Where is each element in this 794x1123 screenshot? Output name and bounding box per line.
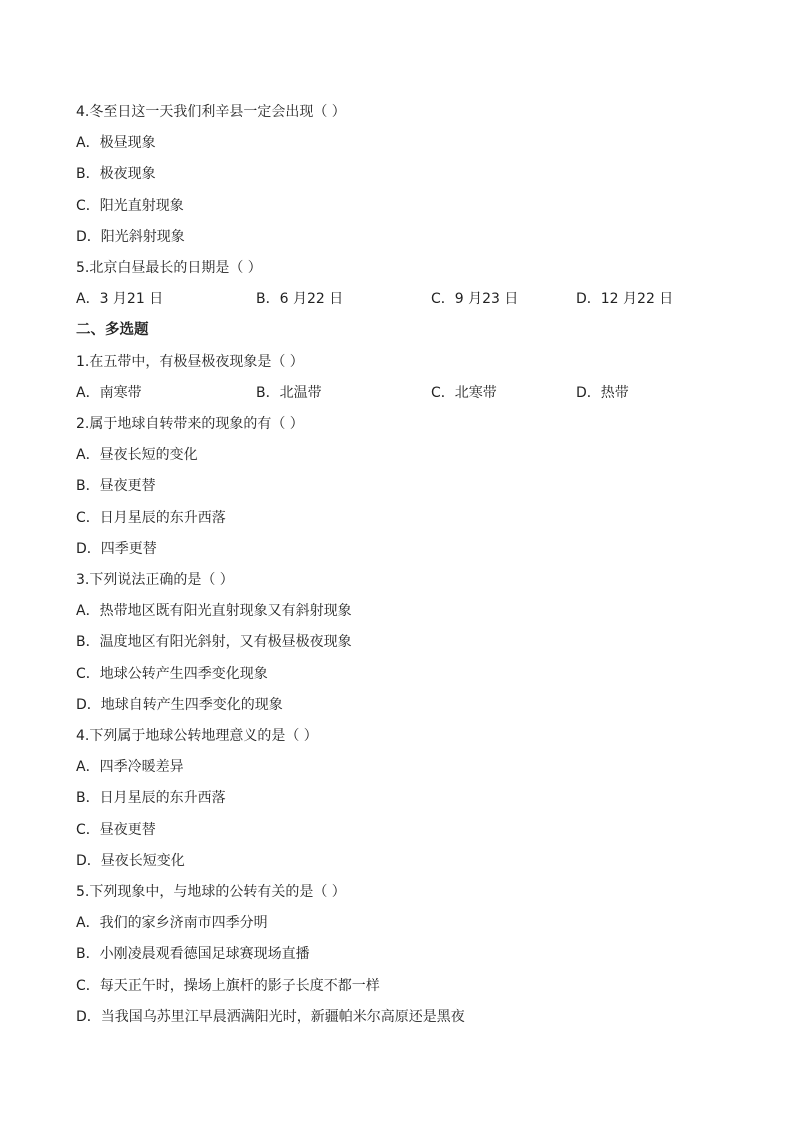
multi-2-option-d: D．四季更替	[76, 541, 157, 557]
multi-1-option-d: D．热带	[576, 385, 629, 401]
multi-4-option-d: D．昼夜长短变化	[76, 853, 185, 869]
multi-4-option-b: B．日月星辰的东升西落	[76, 790, 226, 806]
multi-3-option-b: B．温度地区有阳光斜射，又有极昼极夜现象	[76, 634, 352, 650]
multi-1-option-a: A．南寒带	[76, 385, 142, 401]
question-4-stem: 4.冬至日这一天我们利辛县一定会出现（ ）	[76, 104, 346, 120]
question-5-options	[76, 290, 716, 308]
question-4-option-a: A．极昼现象	[76, 135, 156, 151]
multi-3-option-a: A．热带地区既有阳光直射现象又有斜射现象	[76, 603, 352, 619]
multi-1-option-c: C．北寒带	[431, 385, 497, 401]
multi-3-option-d: D．地球自转产生四季变化的现象	[76, 697, 283, 713]
multi-3-stem: 3.下列说法正确的是（ ）	[76, 572, 234, 588]
multi-4-option-a: A．四季冷暖差异	[76, 759, 184, 775]
multi-5-option-c: C．每天正午时，操场上旗杆的影子长度不都一样	[76, 978, 380, 994]
multi-4-option-c: C．昼夜更替	[76, 822, 156, 838]
section-2-title: 二、多选题	[76, 322, 149, 338]
multi-1-option-b: B．北温带	[256, 385, 322, 401]
question-5-stem: 5.北京白昼最长的日期是（ ）	[76, 260, 262, 276]
question-4-option-d: D．阳光斜射现象	[76, 229, 185, 245]
multi-2-stem: 2.属于地球自转带来的现象的有（ ）	[76, 416, 304, 432]
multi-5-stem: 5.下列现象中，与地球的公转有关的是（ ）	[76, 884, 346, 900]
multi-3-option-c: C．地球公转产生四季变化现象	[76, 666, 268, 682]
multi-4-stem: 4.下列属于地球公转地理意义的是（ ）	[76, 728, 318, 744]
multi-1-options	[76, 384, 716, 402]
multi-5-option-b: B．小刚凌晨观看德国足球赛现场直播	[76, 946, 310, 962]
multi-2-option-c: C．日月星辰的东升西落	[76, 510, 226, 526]
multi-2-option-b: B．昼夜更替	[76, 478, 156, 494]
multi-2-option-a: A．昼夜长短的变化	[76, 447, 198, 463]
question-4-option-c: C．阳光直射现象	[76, 198, 184, 214]
question-4-option-b: B．极夜现象	[76, 166, 156, 182]
question-5-option-d: D．12 月22 日	[576, 291, 674, 307]
question-5-option-a: A．3 月21 日	[76, 291, 164, 307]
multi-5-option-a: A．我们的家乡济南市四季分明	[76, 915, 268, 931]
multi-1-stem: 1.在五带中，有极昼极夜现象是（ ）	[76, 354, 304, 370]
question-5-option-b: B．6 月22 日	[256, 291, 344, 307]
multi-5-option-d: D．当我国乌苏里江早晨洒满阳光时，新疆帕米尔高原还是黑夜	[76, 1009, 465, 1025]
question-5-option-c: C．9 月23 日	[431, 291, 519, 307]
